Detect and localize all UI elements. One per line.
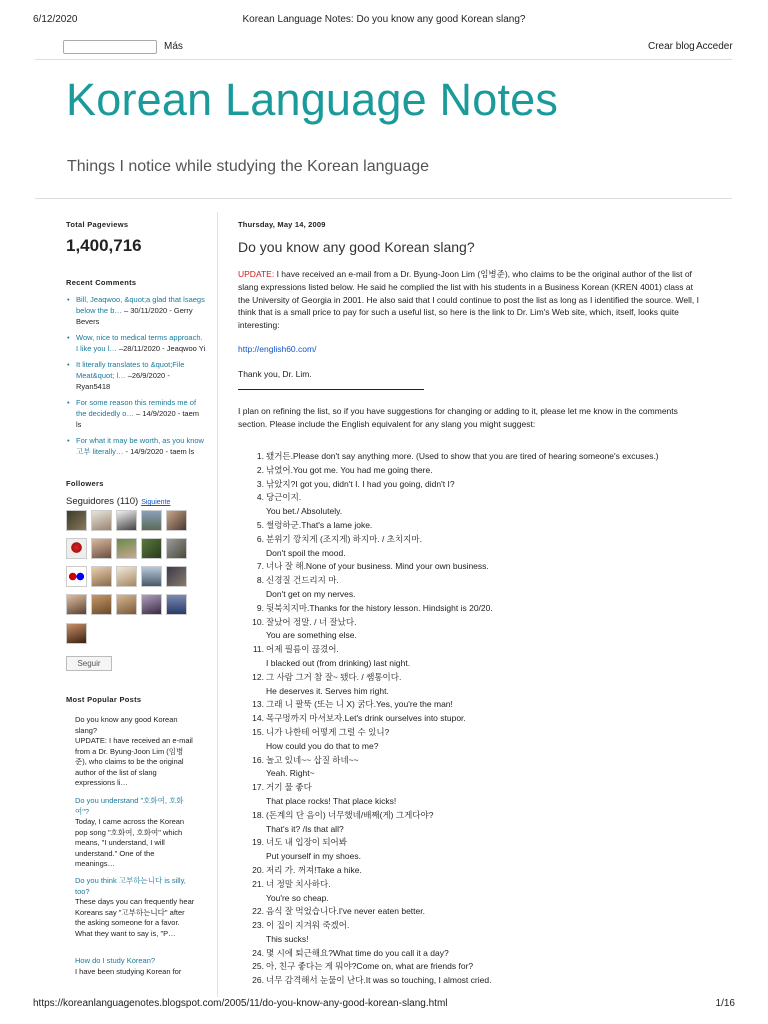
slang-item-text: 됐거든.Please don't say anything more. (Used to show that you are tired of hearing someone's excuses.): [266, 451, 659, 461]
slang-item-number: 24.: [252, 947, 264, 958]
source-link[interactable]: http://english60.com/: [238, 344, 317, 354]
follower-avatar[interactable]: [91, 594, 112, 615]
slang-item-number: 3.: [256, 478, 264, 489]
followers-heading: Followers: [66, 479, 104, 488]
recent-comment-item: [66, 332, 206, 354]
slang-item-number: 8.: [256, 575, 264, 586]
column-divider: [217, 212, 218, 997]
slang-item-number: 16.: [252, 754, 264, 765]
popular-post-snippet: Today, I came across the Korean pop song "호화여, 호화여" which means, "I understand, I will understand." One of the meanings…: [75, 817, 185, 868]
slang-item-text: 저리 가. 꺼져!Take a hike.: [266, 864, 362, 875]
follower-avatar[interactable]: [66, 566, 87, 587]
follower-avatar[interactable]: [141, 566, 162, 587]
slang-item: [252, 643, 712, 671]
slang-item-text: 당근이지.: [266, 492, 302, 503]
login-link[interactable]: Acceder: [696, 41, 733, 52]
update-paragraph: [238, 268, 700, 332]
follower-avatar[interactable]: [141, 538, 162, 559]
slang-item: [252, 919, 712, 947]
popular-post-snippet: I have been studying Korean for: [75, 966, 182, 976]
slang-item-text: 신경질 건드리지 마.: [266, 575, 339, 586]
recent-comment-meta: – 14/9/2020 - taem ls: [76, 409, 199, 429]
slang-item-text: 너도 내 입장이 되어봐: [266, 837, 347, 848]
slang-item-text: 아, 친구 좋다는 게 뭐야?Come on, what are friends for?: [266, 961, 474, 972]
slang-item: [252, 671, 712, 699]
thanks-line: Thank you, Dr. Lim.: [238, 369, 312, 379]
slang-item: [252, 450, 712, 464]
slang-item: [252, 878, 712, 906]
follower-avatar[interactable]: [91, 510, 112, 531]
popular-post-title[interactable]: Do you think 고부하는니다 is silly, too?: [75, 876, 186, 896]
popular-post-snippet: These days you can frequently hear Koreans say "고부하는니다" after the asking someone for a favor. What they want to say is, "P…: [75, 897, 195, 938]
slang-item: [252, 864, 712, 878]
print-date: 6/12/2020: [33, 14, 78, 25]
slang-item-number: 15.: [252, 726, 264, 737]
followers-next-link[interactable]: Siguiente: [141, 499, 171, 506]
blogger-navbar: [60, 38, 733, 56]
follow-button[interactable]: Seguir: [66, 656, 112, 671]
followers-count-text: Seguidores (110): [66, 496, 139, 507]
recent-comment-link[interactable]: It literally translates to &quot;File Meat&quot; l…: [76, 360, 185, 380]
follower-avatar[interactable]: [91, 566, 112, 587]
slang-item: [252, 698, 712, 712]
slang-item-number: 11.: [252, 644, 264, 655]
slang-item-text: 뒷북치지마.Thanks for the history lesson. Hindsight is 20/20.: [266, 602, 493, 613]
slang-item: [252, 960, 712, 974]
follower-avatar[interactable]: [66, 510, 87, 531]
follower-avatar[interactable]: [66, 594, 87, 615]
slang-item-text: 그 사람 그거 참 잘~ 됐다. / 쌤통이다.: [266, 671, 402, 682]
slang-item-text: 니가 나한테 어떻게 그럴 수 있니?: [266, 726, 390, 737]
slang-item-text: 낚였어.You got me. You had me going there.: [266, 464, 433, 475]
popular-post-title[interactable]: Do you understand "호화여, 호화여"?: [75, 796, 184, 816]
follower-avatar[interactable]: [166, 538, 187, 559]
slang-item-number: 22.: [252, 906, 264, 917]
intro-paragraph: I plan on refining the list, so if you have suggestions for changing or adding to it, please let me know in the comments section. Please include the English equivalent for any slang you might suggest:: [238, 406, 678, 429]
slang-item-number: 5.: [256, 519, 264, 530]
slang-item-translation: Don't spoil the mood.: [266, 547, 346, 558]
recent-comment-item: [66, 294, 206, 327]
slang-item: [252, 905, 712, 919]
slang-item-translation: That place rocks! That place kicks!: [266, 795, 397, 806]
slang-item: [252, 560, 712, 574]
slang-item-translation: That's it? /Is that all?: [266, 823, 344, 834]
navbar-search-input[interactable]: [63, 40, 157, 54]
slang-item-number: 21.: [252, 878, 264, 889]
slang-item-number: 19.: [252, 837, 264, 848]
popular-post-title[interactable]: How do I study Korean?: [75, 956, 156, 965]
recent-comment-meta: - 14/9/2020 - taem ls: [123, 447, 195, 456]
separator-line: [238, 389, 424, 390]
popular-post-item: [75, 876, 195, 939]
popular-posts-heading: Most Popular Posts: [66, 695, 142, 704]
recent-comment-link[interactable]: Wow, nice to medical terms approach. I like you l…: [76, 333, 203, 353]
slang-item-text: 낚았지?I got you, didn't I. I had you going, didn't I?: [266, 478, 455, 489]
recent-comment-link[interactable]: For what it may be worth, as you know 고부 literally…: [76, 436, 204, 456]
slang-item-translation: You're so cheap.: [266, 892, 329, 903]
recent-comments-list: [66, 294, 206, 462]
slang-item-number: 6.: [256, 533, 264, 544]
follower-avatar[interactable]: [166, 566, 187, 587]
slang-item-text: 몇 시에 퇴근해요?What time do you call it a day?: [266, 947, 449, 958]
recent-comment-meta: –28/11/2020 - Jeaqwoo Yi: [116, 344, 206, 353]
slang-item-translation: You are something else.: [266, 630, 357, 641]
slang-item-translation: Don't get on my nerves.: [266, 588, 356, 599]
slang-item-number: 7.: [256, 561, 264, 572]
update-label: UPDATE:: [238, 269, 275, 279]
followers-count: [66, 496, 170, 507]
slang-item-translation: You bet./ Absolutely.: [266, 506, 343, 517]
follower-avatar[interactable]: [166, 510, 187, 531]
pageviews-heading: Total Pageviews: [66, 220, 129, 229]
recent-comments-heading: Recent Comments: [66, 278, 137, 287]
create-blog-link[interactable]: Crear blog: [648, 41, 695, 52]
slang-item-number: 26.: [252, 975, 264, 986]
slang-item: [252, 616, 712, 644]
slang-item: [252, 947, 712, 961]
slang-item-translation: Put yourself in my shoes.: [266, 851, 361, 862]
follower-avatar[interactable]: [141, 594, 162, 615]
slang-item-text: 그래 니 팔뚝 (또는 니 X) 굵다.Yes, you're the man!: [266, 699, 453, 710]
slang-item-text: 거기 물 좋다: [266, 782, 312, 793]
recent-comment-item: [66, 397, 206, 430]
follower-avatar[interactable]: [66, 623, 87, 644]
follower-avatar[interactable]: [166, 594, 187, 615]
blog-description: Things I notice while studying the Korean language: [67, 158, 430, 175]
popular-post-title[interactable]: Do you know any good Korean slang?: [75, 715, 178, 735]
slang-item: [252, 491, 712, 519]
slang-item: [252, 809, 712, 837]
slang-item-text: 썰렁하군.That's a lame joke.: [266, 519, 373, 530]
follower-avatar[interactable]: [141, 510, 162, 531]
post-date: Thursday, May 14, 2009: [238, 220, 326, 229]
recent-comment-meta: – 30/11/2020 - Gerry Bevers: [76, 306, 193, 326]
slang-item: [252, 726, 712, 754]
follower-avatar[interactable]: [66, 538, 87, 559]
slang-item-number: 20.: [252, 864, 264, 875]
follower-avatar[interactable]: [91, 538, 112, 559]
slang-item: [252, 712, 712, 726]
slang-item: [252, 754, 712, 782]
slang-item-text: 너무 감격해서 눈물이 난다.It was so touching, I almost cried.: [266, 975, 492, 986]
recent-comment-item: [66, 435, 206, 457]
slang-item-text: 분위기 깡치게 (조지게) 하지마. / 초치지마.: [266, 533, 422, 544]
slang-item: [252, 602, 712, 616]
slang-item-translation: This sucks!: [266, 933, 309, 944]
navbar-divider: [35, 59, 732, 60]
navbar-more-link[interactable]: Más: [164, 41, 183, 52]
slang-item-text: 목구멍까지 마셔보자.Let's drink ourselves into stupor.: [266, 713, 466, 724]
recent-comment-meta: –26/9/2020 - Ryan5418: [76, 371, 170, 391]
slang-item: [252, 781, 712, 809]
slang-item: [252, 519, 712, 533]
source-link-line: [238, 343, 700, 356]
follower-avatar[interactable]: [116, 566, 137, 587]
slang-item-number: 17.: [252, 782, 264, 793]
recent-comment-item: [66, 359, 206, 392]
recent-comment-link[interactable]: Bill, Jeaqwoo, &quot;a glad that lsaegs below the b…: [76, 295, 205, 315]
slang-item-number: 1.: [256, 451, 264, 461]
recent-comment-link[interactable]: For some reason this reminds me of the decidedly o…: [76, 398, 197, 418]
popular-post-item: [75, 956, 195, 977]
update-text: I have received an e-mail from a Dr. Byung-Joon Lim (임병준), who claims to be the original author of the list of slang expressions listed below. He said he complied the list with his students in a Business Korean (KREN 4001) class at the University of Georgia in 2001. He also said that I could continue to post the list as long as I identified the source. Well, I think that is a small price to pay for such a useful list, so here is the link to Dr. Lim's Web site, which, itself, looks quite interesting:: [238, 269, 699, 331]
post-title[interactable]: Do you know any good Korean slang?: [238, 239, 475, 255]
slang-item: [252, 464, 712, 478]
slang-item-number: 13.: [252, 699, 264, 710]
slang-item-text: 잘났어 정말. / 너 잘났다.: [266, 616, 357, 627]
slang-item-text: 이 집이 지겨워 죽겠어.: [266, 920, 350, 931]
slang-item-number: 18.: [252, 809, 264, 820]
blog-title[interactable]: Korean Language Notes: [66, 74, 559, 125]
slang-item-text: 어제 필름이 끊겼어.: [266, 644, 339, 655]
slang-item-text: (돈계의 단 음이) 너무했네/배째(게) 그게다야?: [266, 809, 434, 820]
slang-item-number: 12.: [252, 671, 264, 682]
slang-item-number: 4.: [256, 492, 264, 503]
slang-item-text: 놀고 있네~~ 삽질 하네~~: [266, 754, 359, 765]
slang-item: [252, 574, 712, 602]
slang-item-number: 2.: [256, 464, 264, 475]
slang-item-number: 10.: [252, 616, 264, 627]
slang-item-translation: He deserves it. Serves him right.: [266, 685, 389, 696]
slang-item-text: 너나 잘 해.None of your business. Mind your own business.: [266, 561, 489, 572]
slang-item-translation: I blacked out (from drinking) last night.: [266, 657, 411, 668]
follower-avatar[interactable]: [116, 510, 137, 531]
follower-avatar[interactable]: [116, 594, 137, 615]
print-page-number: 1/16: [715, 998, 735, 1009]
slang-item-text: 너 정말 치사하다.: [266, 878, 331, 889]
slang-item-number: 9.: [256, 602, 264, 613]
popular-post-snippet: UPDATE: I have received an e-mail from a Dr. Byung-Joon Lim (임병준), who claims to be the original author of the list of slang expressions li…: [75, 736, 193, 787]
slang-item: [252, 836, 712, 864]
print-url: https://koreanlanguagenotes.blogspot.com/2005/11/do-you-know-any-good-korean-slang.html: [33, 998, 448, 1009]
popular-post-item: [75, 796, 195, 870]
slang-list: [252, 450, 712, 988]
print-title: Korean Language Notes: Do you know any good Korean slang?: [242, 14, 526, 25]
pageviews-count: 1,400,716: [66, 236, 142, 255]
follower-avatar[interactable]: [116, 538, 137, 559]
slang-item: [252, 478, 712, 492]
popular-post-item: [75, 715, 195, 789]
slang-item-translation: Yeah. Right~: [266, 768, 315, 779]
slang-item-translation: How could you do that to me?: [266, 740, 379, 751]
slang-item: [252, 974, 712, 988]
slang-item-number: 14.: [252, 713, 264, 724]
slang-item: [252, 533, 712, 561]
header-divider: [35, 198, 732, 199]
slang-item-number: 23.: [252, 920, 264, 931]
slang-item-number: 25.: [252, 961, 264, 972]
slang-item-text: 음식 잘 먹었습니다.I've never eaten better.: [266, 906, 425, 917]
